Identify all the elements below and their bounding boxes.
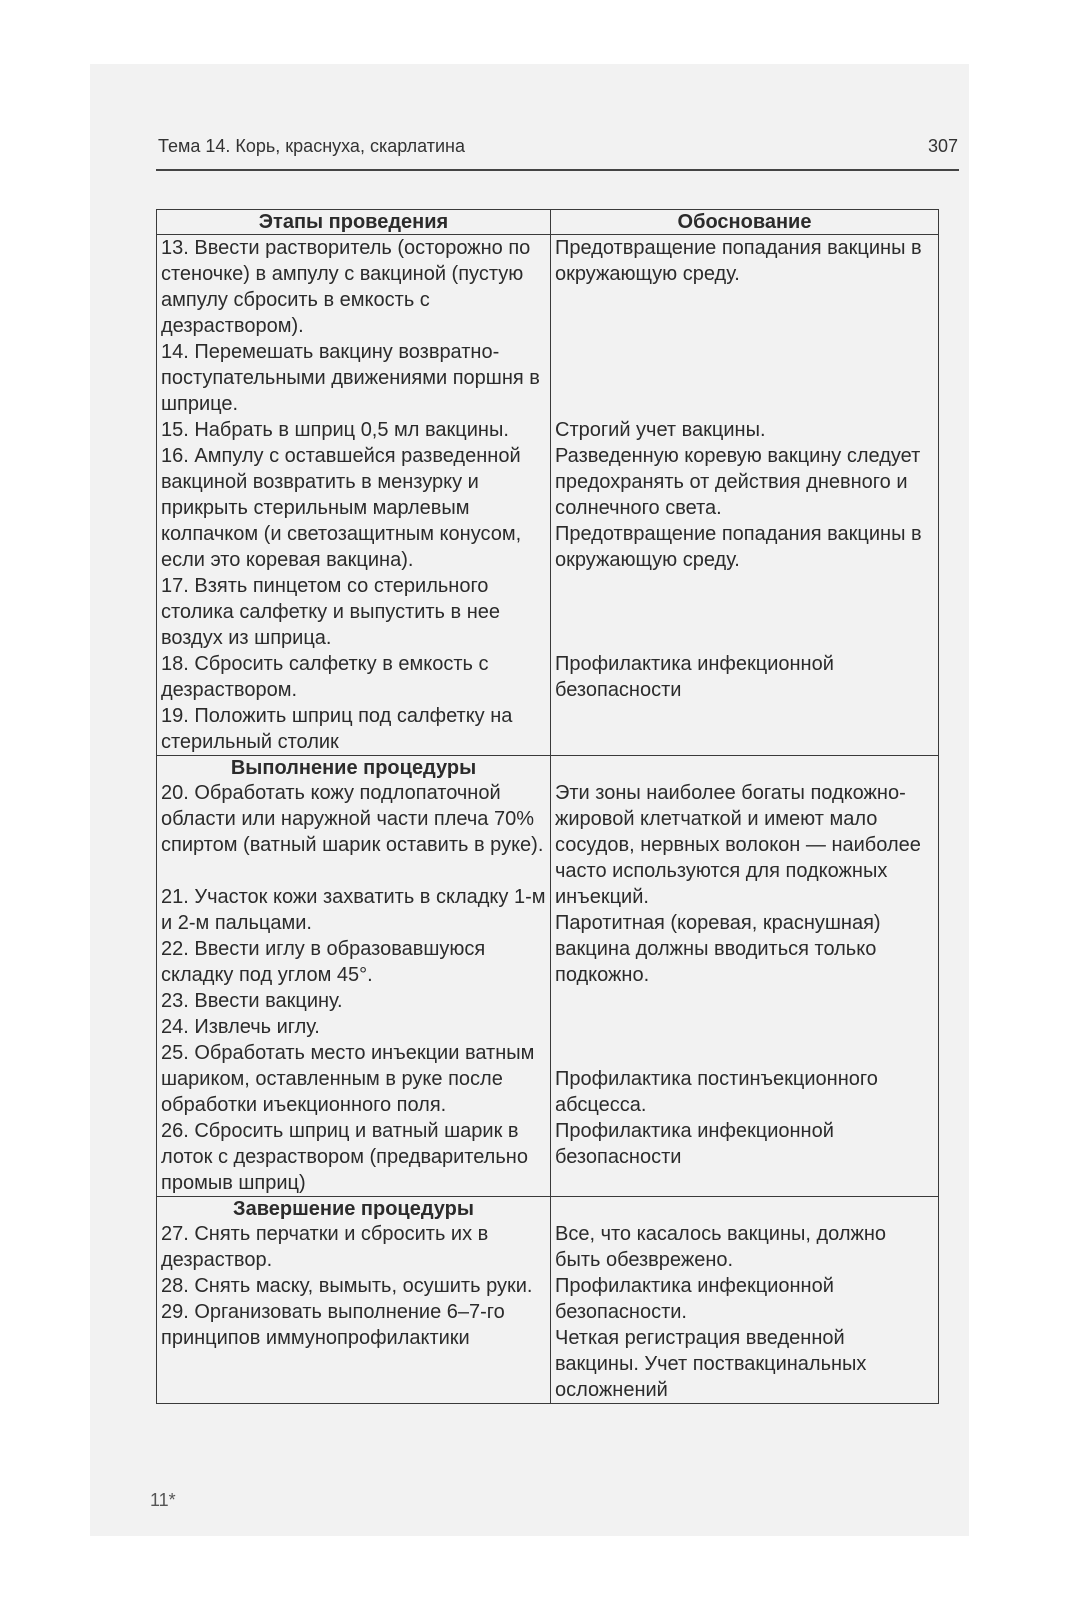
reason-cell bbox=[551, 1197, 939, 1404]
procedure-table bbox=[156, 209, 939, 1404]
table-row-block3 bbox=[157, 1197, 939, 1404]
step-29: 29. Организовать выполнение 6–7-го принципов иммунопрофилактики bbox=[161, 1301, 505, 1349]
step-24: 24. Извлечь иглу. bbox=[161, 1016, 320, 1038]
spacer bbox=[555, 988, 934, 1066]
reason-21: Паротитная (коревая, краснушная) вакцина должны вводиться только подкожно. bbox=[555, 912, 881, 986]
steps-cell bbox=[157, 756, 551, 1197]
reason-15: Строгий учет вакцины. bbox=[555, 419, 766, 441]
section-heading: Завершение процедуры bbox=[233, 1198, 474, 1220]
reason-cell bbox=[551, 235, 939, 756]
reason-27: Все, что касалось вакцины, должно быть обезврежено. bbox=[555, 1223, 887, 1271]
reason-16a: Разведенную коревую вакцину следует предохранять от действия дневного и солнечного света. bbox=[555, 445, 921, 519]
reason-28: Профилактика инфекционной безопасности. bbox=[555, 1275, 834, 1323]
reason-26: Профилактика инфекционной безопасности bbox=[555, 1120, 834, 1168]
column-header-reason: Обоснование bbox=[551, 210, 939, 235]
page-number: 307 bbox=[927, 136, 958, 156]
section-heading: Выполнение процедуры bbox=[230, 757, 477, 779]
step-13: 13. Ввести растворитель (осторожно по стеночке) в ампулу с вакциной (пустую ампулу сбросить в емкость с дезраствором). bbox=[161, 237, 531, 337]
reason-25: Профилактика постинъекционного абсцесса. bbox=[555, 1068, 878, 1116]
table-header-row bbox=[157, 210, 939, 235]
spacer bbox=[555, 573, 934, 651]
running-title: Тема 14. Корь, краснуха, скарлатина bbox=[158, 136, 465, 156]
step-14: 14. Перемешать вакцину возвратно-поступательными движениями поршня в шприце. bbox=[161, 341, 540, 415]
step-23: 23. Ввести вакцину. bbox=[161, 990, 343, 1012]
step-16: 16. Ампулу с оставшейся разведенной вакциной возвратить в мензурку и прикрыть стерильным марлевым колпачком (и светозащитным конусом, если это коревая вакцина). bbox=[161, 445, 522, 571]
running-header bbox=[158, 132, 958, 162]
step-15: 15. Набрать в шприц 0,5 мл вакцины. bbox=[161, 419, 509, 441]
step-27: 27. Снять перчатки и сбросить их в дезраствор. bbox=[161, 1223, 489, 1271]
step-20: 20. Обработать кожу подлопаточной области или наружной части плеча 70% спиртом (ватный шарик оставить в руке). bbox=[161, 782, 544, 856]
steps-cell bbox=[157, 235, 551, 756]
step-18: 18. Сбросить салфетку в емкость с дезраствором. bbox=[161, 653, 489, 701]
column-header-steps: Этапы проведения bbox=[157, 210, 551, 235]
spacer bbox=[555, 287, 934, 417]
reason-29: Четкая регистрация введенной вакцины. Учет поствакцинальных осложнений bbox=[555, 1327, 867, 1401]
spacer bbox=[161, 858, 546, 884]
step-21: 21. Участок кожи захватить в складку 1-м и 2-м пальцами. bbox=[161, 886, 546, 934]
reason-20: Эти зоны наиболее богаты подкожно-жировой клетчаткой и имеют мало сосудов, нервных волокон — наиболее часто используются для подкожных инъекций. bbox=[555, 782, 921, 908]
reason-13: Предотвращение попадания вакцины в окружающую среду. bbox=[555, 237, 922, 285]
header-rule bbox=[156, 169, 959, 171]
spacer bbox=[555, 1197, 934, 1221]
step-19: 19. Положить шприц под салфетку на стерильный столик bbox=[161, 705, 513, 753]
step-28: 28. Снять маску, вымыть, осушить руки. bbox=[161, 1275, 533, 1297]
reason-18: Профилактика инфекционной безопасности bbox=[555, 653, 834, 701]
reason-16b: Предотвращение попадания вакцины в окружающую среду. bbox=[555, 523, 922, 571]
step-25: 25. Обработать место инъекции ватным шариком, оставленным в руке после обработки иъекционного поля. bbox=[161, 1042, 535, 1116]
step-22: 22. Ввести иглу в образовавшуюся складку под углом 45°. bbox=[161, 938, 486, 986]
step-17: 17. Взять пинцетом со стерильного столика салфетку и выпустить в нее воздух из шприца. bbox=[161, 575, 501, 649]
reason-cell bbox=[551, 756, 939, 1197]
signature-mark: 11* bbox=[150, 1490, 176, 1510]
table-row-block1 bbox=[157, 235, 939, 756]
steps-cell bbox=[157, 1197, 551, 1404]
table-row-block2 bbox=[157, 756, 939, 1197]
step-26: 26. Сбросить шприц и ватный шарик в лоток с дезраствором (предварительно промыв шприц) bbox=[161, 1120, 528, 1194]
spacer bbox=[555, 756, 934, 780]
